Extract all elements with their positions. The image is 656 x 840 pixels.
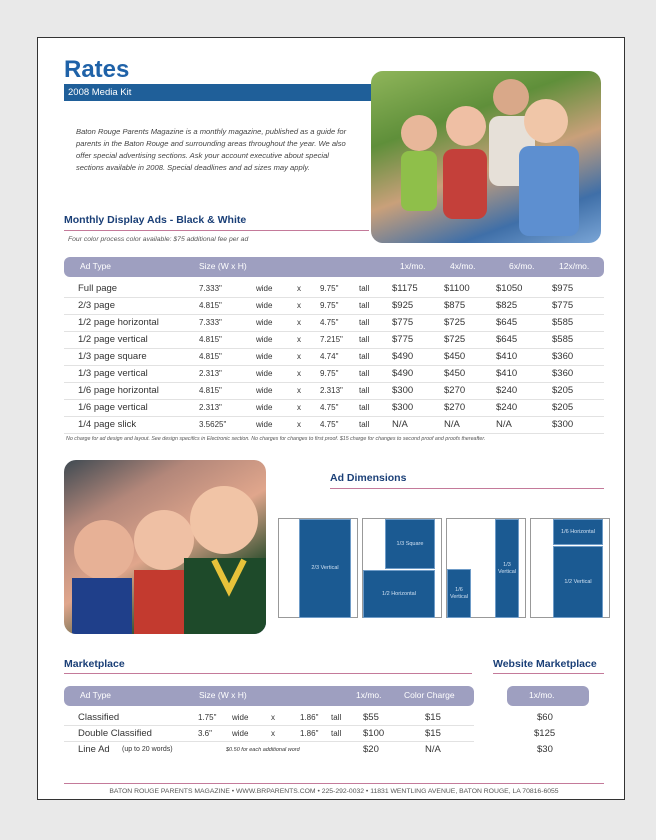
display-ads-rule [64, 230, 369, 231]
cell-tall: tall [359, 318, 370, 327]
magazine-name: Baton Rouge Parents Magazine [76, 127, 184, 136]
cell-type: Full page [78, 283, 118, 294]
display-footnote: No charge for ad design and layout. See design specifics in Electronic section. No charges for changes to first proof. $15 charge for changes to second proof and proofs thereafter. [66, 436, 486, 442]
marketplace-heading: Marketplace [64, 658, 125, 670]
cell-wide: wide [256, 352, 273, 361]
cell-w: 4.815" [199, 301, 222, 310]
display-row [64, 400, 604, 416]
cell-p1: $490 [392, 368, 414, 379]
intro-paragraph [76, 126, 351, 174]
cell-type: Classified [78, 712, 120, 723]
cell-type: 1/2 page vertical [78, 334, 148, 345]
website-heading: Website Marketplace [493, 658, 597, 670]
rate-sheet [37, 37, 625, 800]
cell-type: 1/3 page square [78, 351, 147, 362]
cell-tall: tall [359, 335, 370, 344]
cell-p12: $360 [552, 368, 574, 379]
cell-h: 4.75" [320, 403, 339, 412]
cell-p12: $300 [552, 419, 574, 430]
half-vertical-block: 1/2 Vertical [553, 546, 603, 618]
cell-type: 1/4 page slick [78, 419, 137, 430]
cell-price: $20 [363, 744, 379, 755]
cell-note: (up to 20 words) [122, 746, 173, 753]
cell-extra-word: $0.50 for each additional word [226, 747, 300, 753]
cell-w: 4.815" [199, 352, 222, 361]
cell-h: 4.75" [320, 318, 339, 327]
col-size: Size (W x H) [199, 261, 247, 271]
website-rule [493, 673, 604, 674]
cell-p4: $450 [444, 368, 466, 379]
page-diagram-2 [362, 518, 442, 618]
cell-p6: $240 [496, 385, 518, 396]
cell-p6: $1050 [496, 283, 523, 294]
cell-h: 9.75" [320, 301, 339, 310]
web-price: $30 [537, 744, 553, 755]
two-third-vertical-block: 2/3 Vertical [299, 519, 351, 618]
cell-x: x [297, 352, 301, 361]
cell-p12: $975 [552, 283, 574, 294]
cell-tall: tall [331, 729, 342, 738]
cell-p1: $925 [392, 300, 414, 311]
cell-wide: wide [256, 318, 273, 327]
cell-tall: tall [359, 386, 370, 395]
cell-x: x [297, 284, 301, 293]
footer-rule [64, 783, 604, 784]
cell-wide: wide [256, 335, 273, 344]
cell-h: 4.75" [320, 420, 339, 429]
cell-w: 3.5625" [199, 420, 227, 429]
display-row [64, 349, 604, 365]
mkt-col-color: Color Charge [404, 690, 455, 700]
footer: BATON ROUGE PARENTS MAGAZINE • WWW.BRPARENTS.COM • 225-292-0032 • 11831 WENTLING AVENUE, BATON ROUGE, LA 70816-6055 [109, 788, 559, 795]
cell-type: 2/3 page [78, 300, 115, 311]
page-diagram-4 [530, 518, 610, 618]
col-1x: 1x/mo. [400, 261, 426, 271]
ad-dimensions-rule [330, 488, 604, 489]
display-ads-heading: Monthly Display Ads - Black & White [64, 214, 247, 226]
market-row-divider [64, 725, 474, 726]
cell-p6: $645 [496, 334, 518, 345]
cell-w: 2.313" [199, 403, 222, 412]
web-row-1 [507, 710, 589, 726]
third-square-block: 1/3 Square [385, 519, 435, 569]
cell-p6: $410 [496, 351, 518, 362]
cell-type: 1/2 page horizontal [78, 317, 159, 328]
cell-h: 4.74" [320, 352, 339, 361]
cell-p6: $645 [496, 317, 518, 328]
cell-tall: tall [359, 420, 370, 429]
col-ad-type: Ad Type [80, 261, 112, 271]
cell-p6: N/A [496, 419, 512, 430]
cell-height: 1.86" [300, 729, 319, 738]
mkt-col-ad-type: Ad Type [80, 690, 112, 700]
cell-x: x [297, 369, 301, 378]
market-row-divider [64, 741, 474, 742]
cell-x: x [271, 729, 275, 738]
cell-tall: tall [331, 713, 342, 722]
intro-text: is a monthly magazine, published as a guide for parents in the Baton Rouge and surrounding areas throughout the year. We also offer special advertising sections. Ask your account executive about special sections available in 2008. Special deadlines and ad sizes may apply. [76, 127, 347, 172]
cell-width: 1.75" [198, 713, 217, 722]
col-12x: 12x/mo. [559, 261, 590, 271]
cell-tall: tall [359, 284, 370, 293]
display-row [64, 298, 604, 314]
cell-color-charge: $15 [425, 728, 441, 739]
cell-w: 7.333" [199, 318, 222, 327]
cell-p4: $270 [444, 385, 466, 396]
display-row [64, 315, 604, 331]
mkt-col-size: Size (W x H) [199, 690, 247, 700]
cell-type: 1/6 page horizontal [78, 385, 159, 396]
cell-p12: $205 [552, 402, 574, 413]
cell-h: 2.313" [320, 386, 343, 395]
cell-p1: $300 [392, 385, 414, 396]
cell-p6: $240 [496, 402, 518, 413]
cell-x: x [297, 318, 301, 327]
cell-type: Line Ad [78, 744, 110, 755]
cell-tall: tall [359, 369, 370, 378]
cell-p1: $775 [392, 334, 414, 345]
cell-x: x [297, 420, 301, 429]
marketplace-rule [64, 673, 472, 674]
website-table-header [507, 686, 589, 706]
four-color-note: Four color process color available: $75 additional fee per ad [68, 236, 249, 243]
cell-price: $55 [363, 712, 379, 723]
page-title: Rates [64, 56, 130, 83]
web-row-2 [507, 726, 589, 742]
cell-h: 7.215" [320, 335, 343, 344]
cell-p12: $205 [552, 385, 574, 396]
page-diagram-3 [446, 518, 526, 618]
cell-p4: $725 [444, 317, 466, 328]
cell-wide: wide [232, 729, 249, 738]
cell-x: x [271, 713, 275, 722]
display-table-header [64, 257, 604, 277]
mkt-col-1x: 1x/mo. [356, 690, 382, 700]
web-price: $125 [534, 728, 556, 739]
marketplace-table-header [64, 686, 474, 706]
cell-tall: tall [359, 403, 370, 412]
cell-wide: wide [256, 386, 273, 395]
row-divider [64, 433, 604, 434]
third-vertical-block: 1/3 Vertical [495, 519, 519, 618]
cell-w: 4.815" [199, 335, 222, 344]
display-row [64, 417, 604, 433]
display-row [64, 383, 604, 399]
cell-height: 1.86" [300, 713, 319, 722]
sixth-horizontal-block: 1/6 Horizontal [553, 519, 603, 545]
cell-tall: tall [359, 301, 370, 310]
family-photo [371, 71, 601, 243]
cell-w: 2.313" [199, 369, 222, 378]
media-kit-bar: 2008 Media Kit [64, 84, 373, 101]
cell-p4: $1100 [444, 283, 470, 294]
cell-p1: N/A [392, 419, 408, 430]
cell-w: 4.815" [199, 386, 222, 395]
cell-type: Double Classified [78, 728, 152, 739]
cell-type: 1/3 page vertical [78, 368, 148, 379]
cell-color-charge: $15 [425, 712, 441, 723]
cell-wide: wide [256, 403, 273, 412]
cell-p1: $490 [392, 351, 414, 362]
cell-p12: $585 [552, 334, 574, 345]
ad-dimensions-heading: Ad Dimensions [330, 472, 407, 484]
cell-p4: $450 [444, 351, 466, 362]
cell-color-charge: N/A [425, 744, 441, 755]
cell-p1: $1175 [392, 283, 418, 294]
web-price: $60 [537, 712, 553, 723]
cell-p4: $725 [444, 334, 466, 345]
cell-p4: $270 [444, 402, 466, 413]
cell-p4: N/A [444, 419, 460, 430]
cell-p12: $775 [552, 300, 574, 311]
page-diagram-1 [278, 518, 358, 618]
cell-h: 9.75" [320, 369, 339, 378]
cell-p1: $300 [392, 402, 414, 413]
cell-p1: $775 [392, 317, 414, 328]
web-col-1x: 1x/mo. [529, 690, 555, 700]
half-horizontal-block: 1/2 Horizontal [363, 570, 435, 618]
cell-wide: wide [256, 420, 273, 429]
cell-p4: $875 [444, 300, 466, 311]
display-row [64, 366, 604, 382]
cell-wide: wide [232, 713, 249, 722]
display-row [64, 332, 604, 348]
cell-tall: tall [359, 352, 370, 361]
cell-x: x [297, 386, 301, 395]
col-4x: 4x/mo. [450, 261, 476, 271]
cell-p6: $410 [496, 368, 518, 379]
cell-p6: $825 [496, 300, 518, 311]
cell-x: x [297, 403, 301, 412]
cell-p12: $360 [552, 351, 574, 362]
cell-wide: wide [256, 284, 273, 293]
display-row [64, 281, 604, 297]
cell-price: $100 [363, 728, 385, 739]
cell-x: x [297, 301, 301, 310]
kids-photo [64, 460, 266, 634]
cell-x: x [297, 335, 301, 344]
cell-type: 1/6 page vertical [78, 402, 148, 413]
web-row-3 [507, 742, 589, 758]
cell-h: 9.75" [320, 284, 339, 293]
col-6x: 6x/mo. [509, 261, 535, 271]
cell-width: 3.6" [198, 729, 212, 738]
cell-w: 7.333" [199, 284, 222, 293]
cell-wide: wide [256, 301, 273, 310]
cell-wide: wide [256, 369, 273, 378]
cell-p12: $585 [552, 317, 574, 328]
sixth-vertical-block: 1/6 Vertical [447, 569, 471, 618]
